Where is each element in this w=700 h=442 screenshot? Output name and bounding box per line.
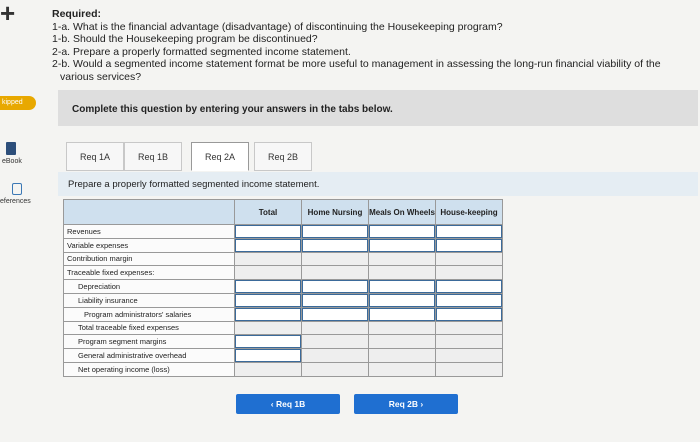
- cell-empty: [302, 252, 369, 266]
- cell-input[interactable]: [436, 225, 503, 239]
- cell-empty: [302, 362, 369, 376]
- cell-input[interactable]: [302, 238, 369, 252]
- instructions-text: Complete this question by entering your answers in the tabs below.: [72, 104, 393, 115]
- cell-input[interactable]: [369, 280, 436, 294]
- book-icon[interactable]: [6, 142, 16, 155]
- cell-empty: [369, 252, 436, 266]
- cell-input[interactable]: [235, 349, 302, 363]
- cell-empty: [235, 362, 302, 376]
- cell-empty: [436, 321, 503, 335]
- cell-empty: [436, 266, 503, 280]
- row-label-net-operating-income: Net operating income (loss): [64, 362, 235, 376]
- cell-empty: [436, 349, 503, 363]
- chevron-left-icon: ‹: [270, 399, 274, 409]
- cell-input[interactable]: [235, 335, 302, 349]
- header-housekeeping: House-keeping: [436, 200, 503, 225]
- next-req-label: Req 2B: [388, 399, 419, 409]
- cell-empty: [436, 335, 503, 349]
- cell-input[interactable]: [302, 307, 369, 321]
- prompt-text: Prepare a properly formatted segmented income statement.: [68, 179, 320, 190]
- cell-input[interactable]: [235, 280, 302, 294]
- required-line-1a: 1-a. What is the financial advantage (disadvantage) of discontinuing the Housekeeping program?: [52, 20, 503, 33]
- cell-empty: [302, 335, 369, 349]
- required-line-2a: 2-a. Prepare a properly formatted segmented income statement.: [52, 45, 351, 58]
- row-label-traceable-fixed-expenses: Traceable fixed expenses:: [64, 266, 235, 280]
- row-label-liability-insurance: Liability insurance: [64, 293, 235, 307]
- skipped-badge[interactable]: kipped: [0, 96, 36, 110]
- prev-req-button[interactable]: [236, 394, 340, 414]
- row-label-revenues: Revenues: [64, 225, 235, 239]
- table-row: [64, 362, 503, 376]
- table-row: [64, 238, 503, 252]
- prompt-bar: [58, 172, 698, 196]
- cell-input[interactable]: [235, 307, 302, 321]
- required-line-1b: 1-b. Should the Housekeeping program be discontinued?: [52, 33, 318, 45]
- row-label-total-traceable-fixed-expenses: Total traceable fixed expenses: [64, 321, 235, 335]
- table-row: [64, 225, 503, 239]
- references-label[interactable]: eferences: [0, 198, 31, 205]
- cell-empty: [436, 252, 503, 266]
- tab-req-2b[interactable]: Req 2B: [254, 142, 312, 171]
- plus-icon: +: [0, 0, 16, 28]
- prev-req-label: Req 1B: [275, 399, 306, 409]
- cell-input[interactable]: [369, 225, 436, 239]
- tab-req-2a[interactable]: Req 2A: [191, 142, 249, 171]
- cell-input[interactable]: [436, 293, 503, 307]
- table-row: [64, 349, 503, 363]
- row-label-variable-expenses: Variable expenses: [64, 238, 235, 252]
- cell-input[interactable]: [235, 238, 302, 252]
- table-header-row: [64, 200, 503, 225]
- required-line-2b-cont: various services?: [60, 70, 142, 83]
- cell-empty: [436, 362, 503, 376]
- cell-input[interactable]: [436, 307, 503, 321]
- header-meals-on-wheels: Meals On Wheels: [369, 200, 436, 225]
- required-section: [52, 8, 692, 83]
- cell-empty: [369, 349, 436, 363]
- references-icon[interactable]: [12, 183, 22, 195]
- cell-empty: [235, 252, 302, 266]
- table-row: [64, 252, 503, 266]
- instructions-bar: [58, 90, 698, 126]
- table-header-blank: [64, 200, 235, 225]
- table-row: [64, 293, 503, 307]
- required-title: Required:: [52, 8, 102, 20]
- cell-input[interactable]: [302, 293, 369, 307]
- header-home-nursing: Home Nursing: [302, 200, 369, 225]
- table-row: [64, 335, 503, 349]
- cell-input[interactable]: [369, 307, 436, 321]
- cell-input[interactable]: [235, 293, 302, 307]
- row-label-program-administrators-salaries: Program administrators' salaries: [64, 307, 235, 321]
- cell-empty: [369, 362, 436, 376]
- cell-input[interactable]: [436, 280, 503, 294]
- cell-empty: [302, 266, 369, 280]
- ebook-label[interactable]: eBook: [2, 158, 22, 165]
- tab-req-1a[interactable]: Req 1A: [66, 142, 124, 171]
- row-label-general-administrative-overhead: General administrative overhead: [64, 349, 235, 363]
- cell-input[interactable]: [235, 225, 302, 239]
- cell-empty: [369, 335, 436, 349]
- tab-req-1b[interactable]: Req 1B: [124, 142, 182, 171]
- table-row: [64, 307, 503, 321]
- row-label-contribution-margin: Contribution margin: [64, 252, 235, 266]
- chevron-right-icon: ›: [420, 399, 424, 409]
- required-line-2b: 2-b. Would a segmented income statement format be more useful to management in assessing the long-run financial viability of the: [52, 58, 661, 70]
- cell-empty: [235, 266, 302, 280]
- row-label-program-segment-margins: Program segment margins: [64, 335, 235, 349]
- cell-empty: [369, 266, 436, 280]
- cell-input[interactable]: [436, 238, 503, 252]
- cell-input[interactable]: [302, 225, 369, 239]
- cell-input[interactable]: [369, 238, 436, 252]
- cell-empty: [235, 321, 302, 335]
- row-label-depreciation: Depreciation: [64, 280, 235, 294]
- header-total: Total: [235, 200, 302, 225]
- table-row: [64, 321, 503, 335]
- table-row: [64, 266, 503, 280]
- cell-empty: [302, 349, 369, 363]
- next-req-button[interactable]: [354, 394, 458, 414]
- cell-empty: [302, 321, 369, 335]
- cell-input[interactable]: [369, 293, 436, 307]
- cell-empty: [369, 321, 436, 335]
- segmented-income-table: [63, 199, 503, 377]
- table-row: [64, 280, 503, 294]
- cell-input[interactable]: [302, 280, 369, 294]
